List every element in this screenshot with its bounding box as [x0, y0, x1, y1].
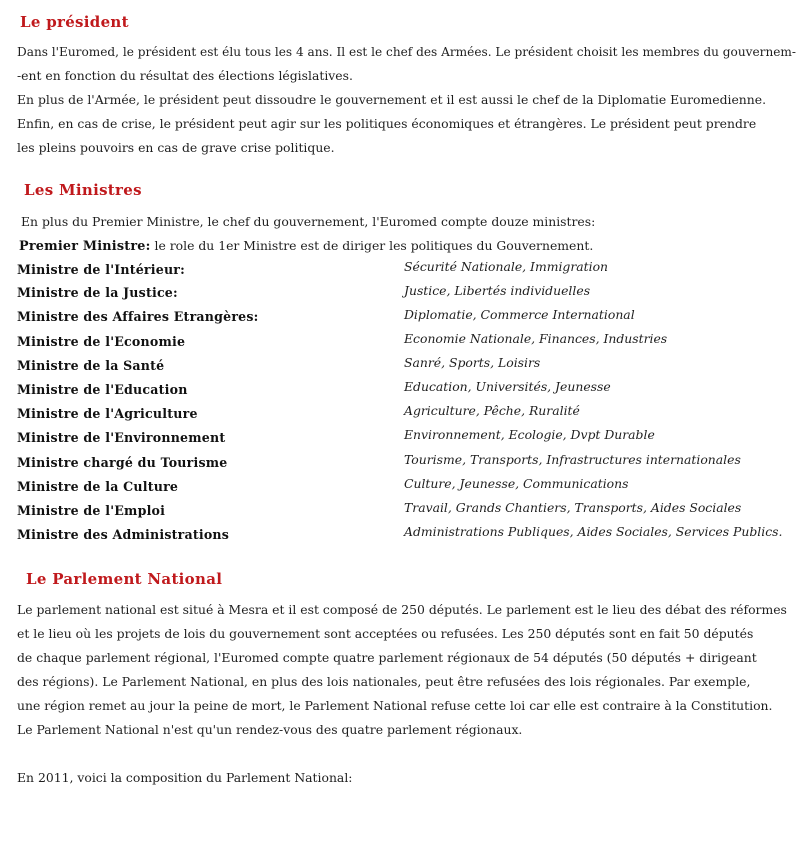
parlement-heading: Le Parlement National	[26, 570, 223, 588]
minister-name: Ministre de l'Emploi	[17, 503, 166, 518]
minister-name: Ministre de l'Intérieur:	[17, 262, 185, 277]
president-line-5: les pleins pouvoirs en cas de grave crise politique.	[17, 140, 335, 155]
parlement-line-5: une région remet au jour la peine de mort, le Parlement National refuse cette loi car elle est contraire à la Constitution.	[17, 698, 773, 713]
president-line-1: Dans l'Euromed, le président est élu tous les 4 ans. Il est le chef des Armées. Le président choisit les membres du gouvernem-	[17, 44, 797, 59]
parlement-line-2: et le lieu où les projets de lois du gouvernement sont acceptées ou refusées. Les 250 députés sont en fait 50 députés	[17, 626, 754, 641]
minister-name: Ministre de la Culture	[17, 479, 179, 494]
minister-name: Ministre de l'Economie	[17, 334, 186, 349]
minister-name: Ministre des Affaires Etrangères:	[17, 309, 259, 324]
minister-desc: Sanré, Sports, Loisirs	[404, 355, 541, 370]
ministres-heading: Les Ministres	[24, 181, 142, 199]
minister-name: Ministre de l'Environnement	[17, 430, 226, 445]
president-heading: Le président	[20, 13, 129, 31]
minister-desc: Education, Universités, Jeunesse	[404, 379, 611, 394]
parlement-line-3: de chaque parlement régional, l'Euromed compte quatre parlement régionaux de 54 députés (50 députés + dirigeant	[17, 650, 757, 665]
minister-desc: Diplomatie, Commerce International	[404, 307, 635, 322]
president-line-3: En plus de l'Armée, le président peut dissoudre le gouvernement et il est aussi le chef de la Diplomatie Euromedienne.	[17, 92, 767, 107]
minister-desc: Culture, Jeunesse, Communications	[404, 476, 629, 491]
minister-name: Ministre de l'Agriculture	[17, 406, 198, 421]
president-line-2: -ent en fonction du résultat des élections législatives.	[17, 68, 353, 83]
premier-ministre-line	[19, 238, 593, 255]
parlement-line-1: Le parlement national est situé à Mesra et il est composé de 250 députés. Le parlement est le lieu des débat des réformes	[17, 602, 787, 617]
minister-name: Ministre des Administrations	[17, 527, 230, 542]
minister-desc: Environnement, Ecologie, Dvpt Durable	[404, 427, 655, 442]
minister-desc: Administrations Publiques, Aides Sociales, Services Publics.	[404, 524, 783, 539]
parlement-composition: En 2011, voici la composition du Parlement National:	[17, 770, 353, 785]
parlement-line-4: des régions). Le Parlement National, en plus des lois nationales, peut être refusées des lois régionales. Par exemple,	[17, 674, 751, 689]
president-line-4: Enfin, en cas de crise, le président peut agir sur les politiques économiques et étrangères. Le président peut prendre	[17, 116, 757, 131]
minister-name: Ministre de l'Education	[17, 382, 188, 397]
minister-name: Ministre de la Santé	[17, 358, 165, 373]
minister-desc: Economie Nationale, Finances, Industries	[404, 331, 668, 346]
premier-ministre-text: le role du 1er Ministre est de diriger les politiques du Gouvernement.	[154, 238, 594, 253]
parlement-line-6: Le Parlement National n'est qu'un rendez-vous des quatre parlement régionaux.	[17, 722, 523, 737]
minister-desc: Sécurité Nationale, Immigration	[404, 259, 609, 274]
premier-ministre-label: Premier Ministre:	[19, 239, 151, 254]
minister-name: Ministre de la Justice:	[17, 285, 178, 300]
ministres-intro: En plus du Premier Ministre, le chef du gouvernement, l'Euromed compte douze ministres:	[21, 214, 596, 229]
minister-desc: Agriculture, Pêche, Ruralité	[404, 403, 580, 418]
minister-name: Ministre chargé du Tourisme	[17, 455, 228, 470]
minister-desc: Travail, Grands Chantiers, Transports, Aides Sociales	[404, 500, 742, 515]
minister-desc: Tourisme, Transports, Infrastructures internationales	[404, 452, 741, 467]
minister-desc: Justice, Libertés individuelles	[404, 283, 591, 298]
